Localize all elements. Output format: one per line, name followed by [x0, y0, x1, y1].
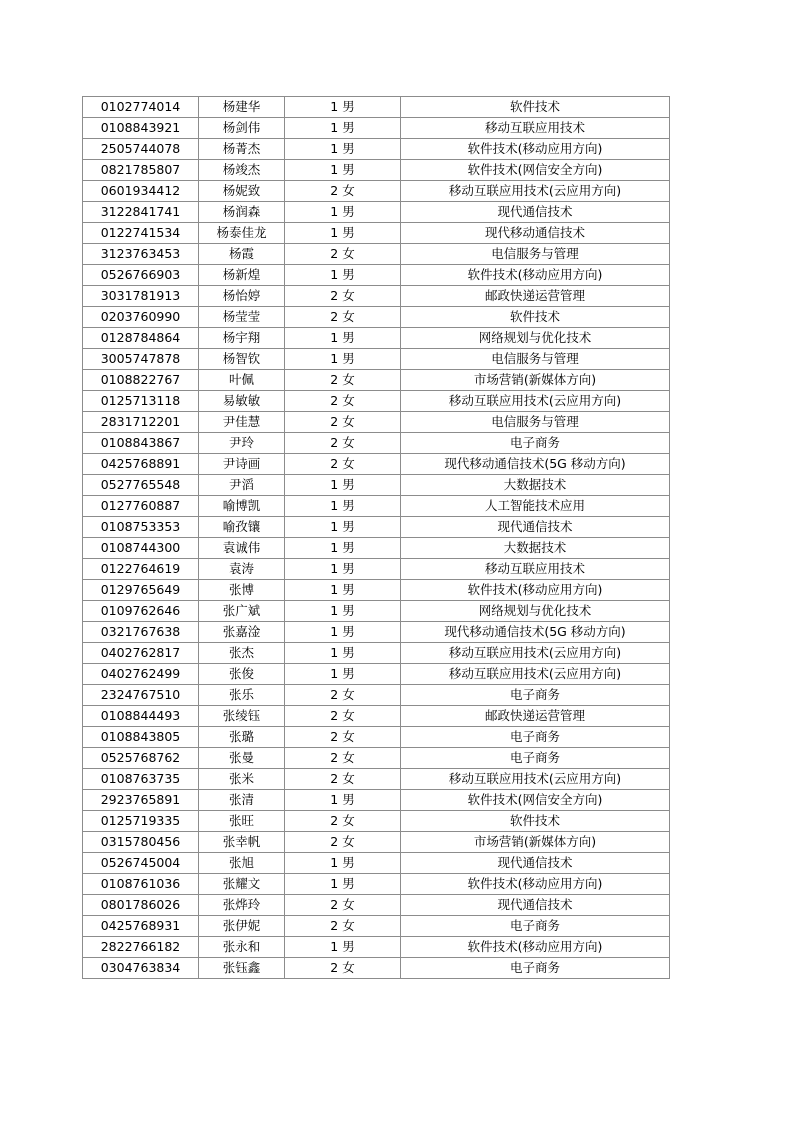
- gender-cell: 1 男: [285, 160, 401, 181]
- table-row: [83, 559, 670, 580]
- student-id-cell: 2822766182: [83, 937, 199, 958]
- table-row: [83, 643, 670, 664]
- major-cell: 现代移动通信技术(5G 移动方向): [401, 622, 670, 643]
- table-row: [83, 412, 670, 433]
- student-id-cell: 0125713118: [83, 391, 199, 412]
- name-cell: 张米: [199, 769, 285, 790]
- gender-cell: 2 女: [285, 727, 401, 748]
- table-row: [83, 580, 670, 601]
- major-cell: 电子商务: [401, 916, 670, 937]
- student-id-cell: 0203760990: [83, 307, 199, 328]
- gender-cell: 1 男: [285, 328, 401, 349]
- name-cell: 尹玲: [199, 433, 285, 454]
- student-roster-table: [82, 96, 670, 979]
- student-id-cell: 0304763834: [83, 958, 199, 979]
- name-cell: 尹滔: [199, 475, 285, 496]
- table-row: [83, 328, 670, 349]
- name-cell: 杨竣杰: [199, 160, 285, 181]
- major-cell: 软件技术: [401, 811, 670, 832]
- student-id-cell: 0108843867: [83, 433, 199, 454]
- table-row: [83, 391, 670, 412]
- table-row: [83, 160, 670, 181]
- major-cell: 移动互联应用技术(云应用方向): [401, 643, 670, 664]
- student-id-cell: 0108844493: [83, 706, 199, 727]
- name-cell: 张永和: [199, 937, 285, 958]
- major-cell: 软件技术(移动应用方向): [401, 874, 670, 895]
- gender-cell: 1 男: [285, 559, 401, 580]
- major-cell: 现代通信技术: [401, 895, 670, 916]
- table-row: [83, 97, 670, 118]
- name-cell: 袁涛: [199, 559, 285, 580]
- student-id-cell: 0108843805: [83, 727, 199, 748]
- gender-cell: 2 女: [285, 916, 401, 937]
- major-cell: 大数据技术: [401, 538, 670, 559]
- gender-cell: 2 女: [285, 769, 401, 790]
- gender-cell: 2 女: [285, 433, 401, 454]
- table-row: [83, 433, 670, 454]
- gender-cell: 1 男: [285, 664, 401, 685]
- major-cell: 电子商务: [401, 748, 670, 769]
- gender-cell: 1 男: [285, 118, 401, 139]
- table-row: [83, 223, 670, 244]
- name-cell: 喻孜镶: [199, 517, 285, 538]
- name-cell: 张乐: [199, 685, 285, 706]
- table-row: [83, 139, 670, 160]
- table-row: [83, 664, 670, 685]
- student-id-cell: 2923765891: [83, 790, 199, 811]
- gender-cell: 1 男: [285, 643, 401, 664]
- gender-cell: 1 男: [285, 265, 401, 286]
- gender-cell: 1 男: [285, 223, 401, 244]
- name-cell: 杨莹莹: [199, 307, 285, 328]
- major-cell: 移动互联应用技术(云应用方向): [401, 181, 670, 202]
- gender-cell: 2 女: [285, 706, 401, 727]
- table-row: [83, 349, 670, 370]
- table-row: [83, 454, 670, 475]
- student-id-cell: 0127760887: [83, 496, 199, 517]
- name-cell: 张俊: [199, 664, 285, 685]
- major-cell: 网络规划与优化技术: [401, 328, 670, 349]
- major-cell: 人工智能技术应用: [401, 496, 670, 517]
- major-cell: 电子商务: [401, 433, 670, 454]
- table-row: [83, 496, 670, 517]
- major-cell: 电信服务与管理: [401, 349, 670, 370]
- table-row: [83, 202, 670, 223]
- gender-cell: 1 男: [285, 622, 401, 643]
- student-id-cell: 2831712201: [83, 412, 199, 433]
- student-id-cell: 0108744300: [83, 538, 199, 559]
- major-cell: 现代通信技术: [401, 853, 670, 874]
- student-id-cell: 0526745004: [83, 853, 199, 874]
- gender-cell: 2 女: [285, 454, 401, 475]
- gender-cell: 2 女: [285, 832, 401, 853]
- table-row: [83, 790, 670, 811]
- name-cell: 张钰鑫: [199, 958, 285, 979]
- major-cell: 移动互联应用技术(云应用方向): [401, 391, 670, 412]
- table-row: [83, 286, 670, 307]
- table-row: [83, 517, 670, 538]
- student-id-cell: 0108763735: [83, 769, 199, 790]
- name-cell: 易敏敏: [199, 391, 285, 412]
- student-id-cell: 3122841741: [83, 202, 199, 223]
- name-cell: 杨新煌: [199, 265, 285, 286]
- major-cell: 软件技术(网信安全方向): [401, 160, 670, 181]
- gender-cell: 2 女: [285, 958, 401, 979]
- student-id-cell: 0129765649: [83, 580, 199, 601]
- major-cell: 市场营销(新媒体方向): [401, 370, 670, 391]
- table-row: [83, 118, 670, 139]
- table-row: [83, 853, 670, 874]
- name-cell: 袁诚伟: [199, 538, 285, 559]
- table-row: [83, 748, 670, 769]
- table-row: [83, 958, 670, 979]
- table-row: [83, 181, 670, 202]
- major-cell: 电信服务与管理: [401, 244, 670, 265]
- name-cell: 张伊妮: [199, 916, 285, 937]
- table-row: [83, 916, 670, 937]
- table-row: [83, 244, 670, 265]
- major-cell: 移动互联应用技术: [401, 118, 670, 139]
- student-id-cell: 0128784864: [83, 328, 199, 349]
- table-row: [83, 769, 670, 790]
- student-id-cell: 0108843921: [83, 118, 199, 139]
- major-cell: 邮政快递运营管理: [401, 706, 670, 727]
- name-cell: 张旺: [199, 811, 285, 832]
- student-id-cell: 2505744078: [83, 139, 199, 160]
- table-row: [83, 685, 670, 706]
- gender-cell: 2 女: [285, 307, 401, 328]
- student-id-cell: 0821785807: [83, 160, 199, 181]
- student-id-cell: 0125719335: [83, 811, 199, 832]
- name-cell: 张博: [199, 580, 285, 601]
- table-row: [83, 727, 670, 748]
- major-cell: 电子商务: [401, 685, 670, 706]
- student-id-cell: 3031781913: [83, 286, 199, 307]
- gender-cell: 2 女: [285, 244, 401, 265]
- name-cell: 张幸帆: [199, 832, 285, 853]
- gender-cell: 1 男: [285, 139, 401, 160]
- table-row: [83, 622, 670, 643]
- name-cell: 张绫钰: [199, 706, 285, 727]
- gender-cell: 2 女: [285, 811, 401, 832]
- gender-cell: 1 男: [285, 937, 401, 958]
- name-cell: 尹诗画: [199, 454, 285, 475]
- student-id-cell: 0525768762: [83, 748, 199, 769]
- table-row: [83, 601, 670, 622]
- table-row: [83, 811, 670, 832]
- gender-cell: 1 男: [285, 538, 401, 559]
- gender-cell: 1 男: [285, 853, 401, 874]
- major-cell: 软件技术(网信安全方向): [401, 790, 670, 811]
- table-row: [83, 265, 670, 286]
- name-cell: 杨建华: [199, 97, 285, 118]
- major-cell: 移动互联应用技术(云应用方向): [401, 664, 670, 685]
- student-id-cell: 3123763453: [83, 244, 199, 265]
- name-cell: 杨宇翔: [199, 328, 285, 349]
- name-cell: 杨剑伟: [199, 118, 285, 139]
- name-cell: 张璐: [199, 727, 285, 748]
- major-cell: 市场营销(新媒体方向): [401, 832, 670, 853]
- major-cell: 现代通信技术: [401, 202, 670, 223]
- major-cell: 软件技术(移动应用方向): [401, 265, 670, 286]
- name-cell: 张耀文: [199, 874, 285, 895]
- table-row: [83, 475, 670, 496]
- gender-cell: 1 男: [285, 475, 401, 496]
- roster-body: [83, 97, 670, 979]
- gender-cell: 2 女: [285, 895, 401, 916]
- student-id-cell: 0321767638: [83, 622, 199, 643]
- major-cell: 移动互联应用技术: [401, 559, 670, 580]
- student-id-cell: 0402762499: [83, 664, 199, 685]
- major-cell: 软件技术(移动应用方向): [401, 580, 670, 601]
- name-cell: 张广斌: [199, 601, 285, 622]
- table-row: [83, 307, 670, 328]
- gender-cell: 1 男: [285, 517, 401, 538]
- table-row: [83, 874, 670, 895]
- student-id-cell: 0402762817: [83, 643, 199, 664]
- student-id-cell: 0601934412: [83, 181, 199, 202]
- name-cell: 张曼: [199, 748, 285, 769]
- table-row: [83, 706, 670, 727]
- table-row: [83, 370, 670, 391]
- name-cell: 尹佳慧: [199, 412, 285, 433]
- major-cell: 电子商务: [401, 727, 670, 748]
- name-cell: 杨怡婷: [199, 286, 285, 307]
- major-cell: 电子商务: [401, 958, 670, 979]
- gender-cell: 2 女: [285, 391, 401, 412]
- major-cell: 现代移动通信技术(5G 移动方向): [401, 454, 670, 475]
- gender-cell: 1 男: [285, 601, 401, 622]
- major-cell: 现代通信技术: [401, 517, 670, 538]
- name-cell: 张杰: [199, 643, 285, 664]
- gender-cell: 1 男: [285, 790, 401, 811]
- gender-cell: 1 男: [285, 97, 401, 118]
- gender-cell: 1 男: [285, 496, 401, 517]
- gender-cell: 2 女: [285, 286, 401, 307]
- table-row: [83, 895, 670, 916]
- student-id-cell: 0425768931: [83, 916, 199, 937]
- name-cell: 杨妮致: [199, 181, 285, 202]
- major-cell: 移动互联应用技术(云应用方向): [401, 769, 670, 790]
- student-id-cell: 0108822767: [83, 370, 199, 391]
- major-cell: 软件技术(移动应用方向): [401, 139, 670, 160]
- student-id-cell: 0801786026: [83, 895, 199, 916]
- gender-cell: 1 男: [285, 349, 401, 370]
- student-id-cell: 0315780456: [83, 832, 199, 853]
- name-cell: 杨智钦: [199, 349, 285, 370]
- student-id-cell: 0108753353: [83, 517, 199, 538]
- gender-cell: 2 女: [285, 181, 401, 202]
- name-cell: 杨菁杰: [199, 139, 285, 160]
- student-id-cell: 3005747878: [83, 349, 199, 370]
- gender-cell: 2 女: [285, 748, 401, 769]
- name-cell: 张清: [199, 790, 285, 811]
- gender-cell: 1 男: [285, 874, 401, 895]
- name-cell: 杨霞: [199, 244, 285, 265]
- table-row: [83, 538, 670, 559]
- student-id-cell: 0526766903: [83, 265, 199, 286]
- name-cell: 叶佩: [199, 370, 285, 391]
- name-cell: 张嘉淦: [199, 622, 285, 643]
- major-cell: 网络规划与优化技术: [401, 601, 670, 622]
- major-cell: 邮政快递运营管理: [401, 286, 670, 307]
- name-cell: 杨润森: [199, 202, 285, 223]
- gender-cell: 2 女: [285, 370, 401, 391]
- student-id-cell: 0108761036: [83, 874, 199, 895]
- gender-cell: 1 男: [285, 202, 401, 223]
- table-row: [83, 832, 670, 853]
- major-cell: 电信服务与管理: [401, 412, 670, 433]
- student-id-cell: 0527765548: [83, 475, 199, 496]
- name-cell: 杨泰佳龙: [199, 223, 285, 244]
- student-id-cell: 0425768891: [83, 454, 199, 475]
- gender-cell: 2 女: [285, 412, 401, 433]
- student-id-cell: 0109762646: [83, 601, 199, 622]
- student-id-cell: 0122764619: [83, 559, 199, 580]
- name-cell: 喻博凯: [199, 496, 285, 517]
- major-cell: 现代移动通信技术: [401, 223, 670, 244]
- major-cell: 软件技术: [401, 307, 670, 328]
- student-id-cell: 0122741534: [83, 223, 199, 244]
- name-cell: 张旭: [199, 853, 285, 874]
- major-cell: 软件技术: [401, 97, 670, 118]
- major-cell: 大数据技术: [401, 475, 670, 496]
- name-cell: 张烨玲: [199, 895, 285, 916]
- gender-cell: 2 女: [285, 685, 401, 706]
- gender-cell: 1 男: [285, 580, 401, 601]
- major-cell: 软件技术(移动应用方向): [401, 937, 670, 958]
- student-id-cell: 0102774014: [83, 97, 199, 118]
- student-id-cell: 2324767510: [83, 685, 199, 706]
- table-row: [83, 937, 670, 958]
